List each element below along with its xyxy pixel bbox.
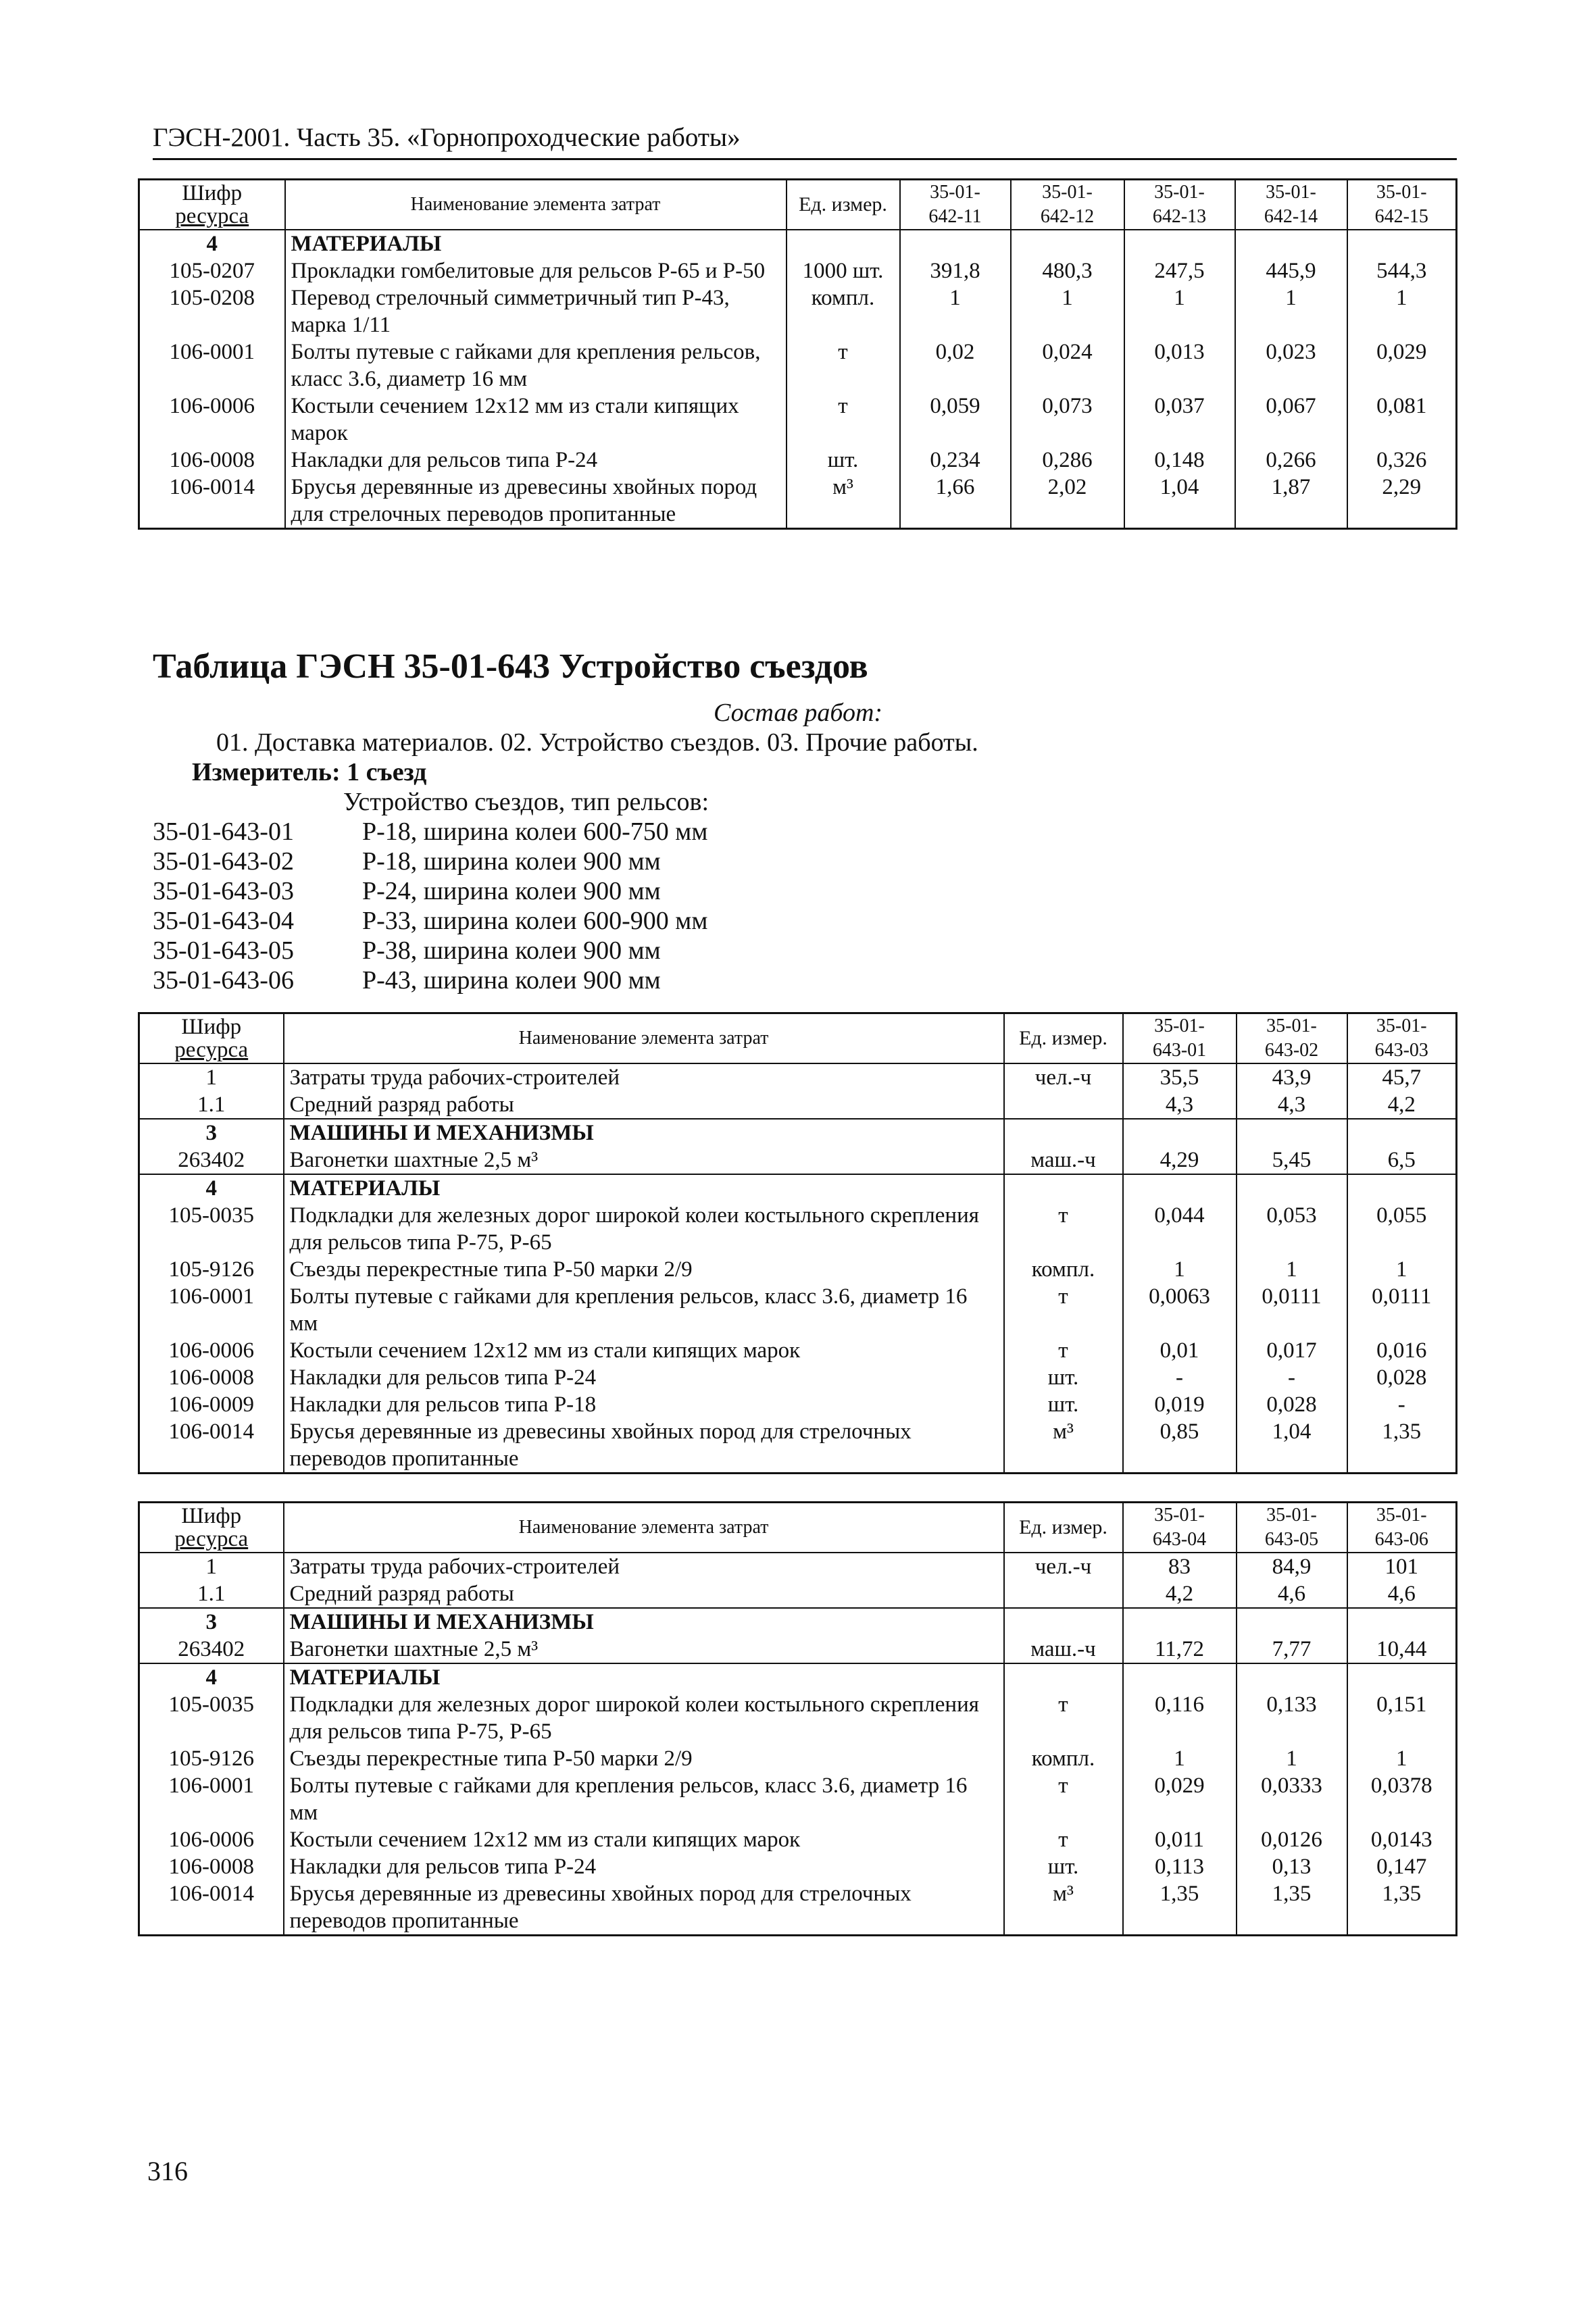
norm-value: 0,0063: [1123, 1283, 1237, 1337]
table-row: [139, 1772, 1457, 1826]
item-text: Р-18, ширина колеи 600-750 мм: [362, 818, 708, 846]
header-norm: 35-01- 642-11: [900, 180, 1011, 230]
norm-value: 0,081: [1347, 393, 1457, 447]
norm-value: 1,35: [1237, 1880, 1347, 1936]
resource-code: 106-0001: [139, 1772, 284, 1826]
norm-value: [1347, 1608, 1457, 1636]
table-header-row: [139, 1503, 1457, 1553]
norm-value: 1,04: [1124, 474, 1235, 529]
table-row: [139, 1091, 1457, 1119]
cost-element-name: Вагонетки шахтные 2,5 м³: [284, 1636, 1004, 1663]
table-header-row: [139, 180, 1457, 230]
unit: [1004, 1174, 1123, 1202]
norm-value: 0,0111: [1347, 1283, 1457, 1337]
table-row: [139, 1826, 1457, 1853]
cost-element-name: Костыли сечением 12х12 мм из стали кипящих марок: [284, 1337, 1004, 1364]
norm-value: 1: [1011, 284, 1124, 338]
norm-value: 0,037: [1124, 393, 1235, 447]
norm-value: [1237, 1174, 1347, 1202]
norm-value: 2,29: [1347, 474, 1457, 529]
table-row: [139, 1391, 1457, 1418]
norm-value: 1,66: [900, 474, 1011, 529]
resource-code: 4: [139, 1174, 284, 1202]
norm-value: 10,44: [1347, 1636, 1457, 1663]
cost-element-name: Средний разряд работы: [284, 1580, 1004, 1608]
table-row: [139, 1119, 1457, 1147]
norm-value: [1123, 1119, 1237, 1147]
cost-element-name: Подкладки для железных дорог широкой колеи костыльного скрепления для рельсов типа Р-75, Р-65: [284, 1202, 1004, 1256]
header-norm: 35-01- 643-05: [1237, 1503, 1347, 1553]
unit: компл.: [1004, 1745, 1123, 1772]
item-text: Р-24, ширина колеи 900 мм: [362, 877, 661, 905]
norm-value: 4,6: [1237, 1580, 1347, 1608]
resource-code: 105-0035: [139, 1691, 284, 1745]
header-unit: Ед. измер.: [1004, 1013, 1123, 1064]
norm-value: 0,011: [1123, 1826, 1237, 1853]
resource-code: 1.1: [139, 1091, 284, 1119]
section-heading: МАТЕРИАЛЫ: [284, 1174, 1004, 1202]
norm-value: 0,024: [1011, 338, 1124, 393]
unit: т: [1004, 1337, 1123, 1364]
table-row: [139, 1853, 1457, 1880]
table-row: [139, 1880, 1457, 1936]
header-norm: 35-01- 643-01: [1123, 1013, 1237, 1064]
norm-value: 480,3: [1011, 257, 1124, 284]
norm-value: 0,019: [1123, 1391, 1237, 1418]
norm-value: 1,35: [1347, 1880, 1457, 1936]
cost-element-name: Костыли сечением 12х12 мм из стали кипящих марок: [284, 1826, 1004, 1853]
table-row: [139, 1283, 1457, 1337]
norm-value: 1: [1347, 284, 1457, 338]
norm-value: 0,151: [1347, 1691, 1457, 1745]
cost-element-name: Затраты труда рабочих-строителей: [284, 1063, 1004, 1091]
unit: [787, 230, 900, 257]
norm-value: [1347, 1119, 1457, 1147]
table-row: [139, 1202, 1457, 1256]
table-row: [139, 1608, 1457, 1636]
norm-value: [1237, 1608, 1347, 1636]
norm-value: -: [1237, 1364, 1347, 1391]
norm-value: 1,04: [1237, 1418, 1347, 1474]
unit: компл.: [1004, 1256, 1123, 1283]
norm-value: [1235, 230, 1347, 257]
norm-value: 0,266: [1235, 447, 1347, 474]
norm-value: 0,0378: [1347, 1772, 1457, 1826]
resource-code: 3: [139, 1119, 284, 1147]
norm-value: 0,113: [1123, 1853, 1237, 1880]
cost-element-name: Брусья деревянные из древесины хвойных пород для стрелочных переводов пропитанные: [284, 1880, 1004, 1936]
header-unit: Ед. измер.: [787, 180, 900, 230]
cost-element-name: Накладки для рельсов типа Р-24: [284, 1364, 1004, 1391]
resource-code: 106-0006: [139, 1826, 284, 1853]
cost-element-name: Перевод стрелочный симметричный тип Р-43, марка 1/11: [285, 284, 787, 338]
header-code: Шифр ресурса: [139, 180, 285, 230]
section-title: Таблица ГЭСН 35-01-643 Устройство съездов: [153, 647, 868, 686]
header-code: Шифр ресурса: [139, 1503, 284, 1553]
norm-value: 1: [1237, 1745, 1347, 1772]
norm-value: 0,053: [1237, 1202, 1347, 1256]
norm-value: 0,073: [1011, 393, 1124, 447]
cost-element-name: Болты путевые с гайками для крепления рельсов, класс 3.6, диаметр 16 мм: [285, 338, 787, 393]
table-row: [139, 1174, 1457, 1202]
unit: шт.: [787, 447, 900, 474]
norm-value: 0,234: [900, 447, 1011, 474]
table-row: [139, 474, 1457, 529]
cost-element-name: Болты путевые с гайками для крепления рельсов, класс 3.6, диаметр 16 мм: [284, 1772, 1004, 1826]
norm-value: [1347, 230, 1457, 257]
items-intro: Устройство съездов, тип рельсов:: [343, 788, 709, 816]
resource-code: 106-0006: [139, 393, 285, 447]
composition-text: 01. Доставка материалов. 02. Устройство съездов. 03. Прочие работы.: [216, 728, 978, 757]
norm-value: 4,3: [1237, 1091, 1347, 1119]
table-row: [139, 1691, 1457, 1745]
norm-value: [1011, 230, 1124, 257]
norm-value: 101: [1347, 1553, 1457, 1580]
norm-value: 5,45: [1237, 1147, 1347, 1174]
norm-value: 4,2: [1123, 1580, 1237, 1608]
norm-value: 0,028: [1237, 1391, 1347, 1418]
norm-value: 247,5: [1124, 257, 1235, 284]
item-code: 35-01-643-01: [153, 818, 294, 846]
header-norm: 35-01- 643-02: [1237, 1013, 1347, 1064]
norm-value: 0,286: [1011, 447, 1124, 474]
norm-value: 0,148: [1124, 447, 1235, 474]
unit: маш.-ч: [1004, 1636, 1123, 1663]
unit: чел.-ч: [1004, 1063, 1123, 1091]
item-code: 35-01-643-06: [153, 966, 294, 995]
norm-value: 1,87: [1235, 474, 1347, 529]
norm-value: 0,147: [1347, 1853, 1457, 1880]
norm-value: 0,067: [1235, 393, 1347, 447]
norm-value: 0,0333: [1237, 1772, 1347, 1826]
norm-value: [1123, 1608, 1237, 1636]
norm-value: 0,028: [1347, 1364, 1457, 1391]
resource-code: 263402: [139, 1636, 284, 1663]
resource-code: 106-0006: [139, 1337, 284, 1364]
resource-code: 1: [139, 1553, 284, 1580]
unit: т: [1004, 1202, 1123, 1256]
norm-value: 84,9: [1237, 1553, 1347, 1580]
norm-value: 0,0111: [1237, 1283, 1347, 1337]
norm-value: 445,9: [1235, 257, 1347, 284]
unit: [1004, 1608, 1123, 1636]
norm-value: 1: [1124, 284, 1235, 338]
resource-code: 4: [139, 230, 285, 257]
norm-value: -: [1123, 1364, 1237, 1391]
norm-value: 0,029: [1347, 338, 1457, 393]
unit: [1004, 1119, 1123, 1147]
cost-element-name: Вагонетки шахтные 2,5 м³: [284, 1147, 1004, 1174]
norm-value: 1: [1347, 1256, 1457, 1283]
cost-element-name: Накладки для рельсов типа Р-18: [284, 1391, 1004, 1418]
unit: шт.: [1004, 1853, 1123, 1880]
item-text: Р-43, ширина колеи 900 мм: [362, 966, 661, 995]
norm-value: 0,013: [1124, 338, 1235, 393]
norm-value: 0,02: [900, 338, 1011, 393]
header-norm: 35-01- 642-15: [1347, 180, 1457, 230]
item-text: Р-33, ширина колеи 600-900 мм: [362, 907, 708, 935]
header-code: Шифр ресурса: [139, 1013, 284, 1064]
section-heading: МАТЕРИАЛЫ: [285, 230, 787, 257]
norm-value: 544,3: [1347, 257, 1457, 284]
table-row: [139, 1418, 1457, 1474]
page-header: ГЭСН-2001. Часть 35. «Горнопроходческие работы»: [153, 120, 1457, 160]
norm-value: -: [1347, 1391, 1457, 1418]
composition-label: Состав работ:: [714, 699, 883, 727]
norm-value: 0,023: [1235, 338, 1347, 393]
norm-value: 4,3: [1123, 1091, 1237, 1119]
table-row: [139, 393, 1457, 447]
norm-value: 0,016: [1347, 1337, 1457, 1364]
norm-value: 0,059: [900, 393, 1011, 447]
header-norm: 35-01- 643-04: [1123, 1503, 1237, 1553]
norm-value: [1237, 1663, 1347, 1691]
item-text: Р-18, ширина колеи 900 мм: [362, 847, 661, 876]
item-code: 35-01-643-02: [153, 847, 294, 876]
resource-code: 106-0008: [139, 1364, 284, 1391]
resource-code: 106-0014: [139, 474, 285, 529]
table-row: [139, 257, 1457, 284]
norm-value: 1,35: [1123, 1880, 1237, 1936]
unit: чел.-ч: [1004, 1553, 1123, 1580]
meter-text: Измеритель: 1 съезд: [192, 758, 427, 786]
resource-code: 105-0208: [139, 284, 285, 338]
norm-value: 0,0143: [1347, 1826, 1457, 1853]
norm-value: [1347, 1174, 1457, 1202]
table-row: [139, 1147, 1457, 1174]
norm-value: 6,5: [1347, 1147, 1457, 1174]
table-row: [139, 1553, 1457, 1580]
norm-value: 0,055: [1347, 1202, 1457, 1256]
table-643-b: [138, 1501, 1457, 1936]
resource-code: 106-0009: [139, 1391, 284, 1418]
resource-code: 263402: [139, 1147, 284, 1174]
cost-element-name: Съезды перекрестные типа Р-50 марки 2/9: [284, 1745, 1004, 1772]
norm-value: 1: [1347, 1745, 1457, 1772]
cost-element-name: Средний разряд работы: [284, 1091, 1004, 1119]
norm-value: 43,9: [1237, 1063, 1347, 1091]
norm-value: 1: [1235, 284, 1347, 338]
norm-value: 0,044: [1123, 1202, 1237, 1256]
norm-value: [1123, 1663, 1237, 1691]
resource-code: 106-0008: [139, 447, 285, 474]
cost-element-name: Съезды перекрестные типа Р-50 марки 2/9: [284, 1256, 1004, 1283]
norm-value: 2,02: [1011, 474, 1124, 529]
table-row: [139, 230, 1457, 257]
unit: шт.: [1004, 1391, 1123, 1418]
resource-code: 106-0014: [139, 1880, 284, 1936]
resource-code: 105-0207: [139, 257, 285, 284]
item-code: 35-01-643-04: [153, 907, 294, 935]
header-norm: 35-01- 643-03: [1347, 1013, 1457, 1064]
resource-code: 105-0035: [139, 1202, 284, 1256]
unit: м³: [1004, 1880, 1123, 1936]
table-row: [139, 284, 1457, 338]
norm-value: 0,85: [1123, 1418, 1237, 1474]
header-norm: 35-01- 642-14: [1235, 180, 1347, 230]
header-norm: 35-01- 643-06: [1347, 1503, 1457, 1553]
unit: [1004, 1580, 1123, 1608]
norm-value: 1: [1123, 1256, 1237, 1283]
norm-value: [1237, 1119, 1347, 1147]
unit: маш.-ч: [1004, 1147, 1123, 1174]
norm-value: [1347, 1663, 1457, 1691]
header-norm: 35-01- 642-13: [1124, 180, 1235, 230]
unit: [1004, 1091, 1123, 1119]
unit: 1000 шт.: [787, 257, 900, 284]
table-row: [139, 447, 1457, 474]
norm-value: 4,29: [1123, 1147, 1237, 1174]
unit: т: [787, 393, 900, 447]
resource-code: 3: [139, 1608, 284, 1636]
table-643-a: [138, 1012, 1457, 1474]
item-code: 35-01-643-03: [153, 877, 294, 905]
table-row: [139, 1364, 1457, 1391]
header-name: Наименование элемента затрат: [285, 180, 787, 230]
norm-value: 7,77: [1237, 1636, 1347, 1663]
resource-code: 1.1: [139, 1580, 284, 1608]
norm-value: 0,0126: [1237, 1826, 1347, 1853]
table-row: [139, 1636, 1457, 1663]
table-642: [138, 178, 1457, 530]
resource-code: 106-0008: [139, 1853, 284, 1880]
cost-element-name: Накладки для рельсов типа Р-24: [284, 1853, 1004, 1880]
cost-element-name: Подкладки для железных дорог широкой колеи костыльного скрепления для рельсов типа Р-75, Р-65: [284, 1691, 1004, 1745]
norm-value: [900, 230, 1011, 257]
section-heading: МАТЕРИАЛЫ: [284, 1663, 1004, 1691]
norm-value: 45,7: [1347, 1063, 1457, 1091]
norm-value: 0,01: [1123, 1337, 1237, 1364]
norm-value: 35,5: [1123, 1063, 1237, 1091]
cost-element-name: Затраты труда рабочих-строителей: [284, 1553, 1004, 1580]
norm-value: 0,13: [1237, 1853, 1347, 1880]
header-name: Наименование элемента затрат: [284, 1013, 1004, 1064]
header-norm: 35-01- 642-12: [1011, 180, 1124, 230]
unit: т: [787, 338, 900, 393]
cost-element-name: Костыли сечением 12х12 мм из стали кипящих марок: [285, 393, 787, 447]
table-row: [139, 1063, 1457, 1091]
item-code: 35-01-643-05: [153, 936, 294, 965]
unit: т: [1004, 1691, 1123, 1745]
unit: м³: [787, 474, 900, 529]
section-heading: МАШИНЫ И МЕХАНИЗМЫ: [284, 1608, 1004, 1636]
unit: т: [1004, 1772, 1123, 1826]
norm-value: 83: [1123, 1553, 1237, 1580]
resource-code: 105-9126: [139, 1256, 284, 1283]
item-text: Р-38, ширина колеи 900 мм: [362, 936, 661, 965]
table-header-row: [139, 1013, 1457, 1064]
unit: [1004, 1663, 1123, 1691]
page-number: 316: [147, 2156, 188, 2186]
table-row: [139, 338, 1457, 393]
resource-code: 106-0014: [139, 1418, 284, 1474]
cost-element-name: Брусья деревянные из древесины хвойных пород для стрелочных переводов пропитанные: [285, 474, 787, 529]
norm-value: 0,133: [1237, 1691, 1347, 1745]
cost-element-name: Накладки для рельсов типа Р-24: [285, 447, 787, 474]
table-row: [139, 1745, 1457, 1772]
table-row: [139, 1256, 1457, 1283]
norm-value: 11,72: [1123, 1636, 1237, 1663]
norm-value: 1: [1123, 1745, 1237, 1772]
header-name: Наименование элемента затрат: [284, 1503, 1004, 1553]
norm-value: 4,6: [1347, 1580, 1457, 1608]
norm-value: 0,116: [1123, 1691, 1237, 1745]
resource-code: 1: [139, 1063, 284, 1091]
table-row: [139, 1337, 1457, 1364]
norm-value: 0,326: [1347, 447, 1457, 474]
resource-code: 106-0001: [139, 1283, 284, 1337]
table-row: [139, 1663, 1457, 1691]
unit: м³: [1004, 1418, 1123, 1474]
norm-value: 1: [1237, 1256, 1347, 1283]
resource-code: 106-0001: [139, 338, 285, 393]
unit: компл.: [787, 284, 900, 338]
cost-element-name: Болты путевые с гайками для крепления рельсов, класс 3.6, диаметр 16 мм: [284, 1283, 1004, 1337]
header-unit: Ед. измер.: [1004, 1503, 1123, 1553]
section-heading: МАШИНЫ И МЕХАНИЗМЫ: [284, 1119, 1004, 1147]
norm-value: 0,017: [1237, 1337, 1347, 1364]
cost-element-name: Прокладки гомбелитовые для рельсов Р-65 и Р-50: [285, 257, 787, 284]
unit: т: [1004, 1826, 1123, 1853]
norm-value: 0,029: [1123, 1772, 1237, 1826]
norm-value: 4,2: [1347, 1091, 1457, 1119]
resource-code: 105-9126: [139, 1745, 284, 1772]
cost-element-name: Брусья деревянные из древесины хвойных пород для стрелочных переводов пропитанные: [284, 1418, 1004, 1474]
resource-code: 4: [139, 1663, 284, 1691]
table-row: [139, 1580, 1457, 1608]
unit: т: [1004, 1283, 1123, 1337]
norm-value: 1,35: [1347, 1418, 1457, 1474]
unit: шт.: [1004, 1364, 1123, 1391]
norm-value: 391,8: [900, 257, 1011, 284]
norm-value: 1: [900, 284, 1011, 338]
norm-value: [1123, 1174, 1237, 1202]
norm-value: [1124, 230, 1235, 257]
